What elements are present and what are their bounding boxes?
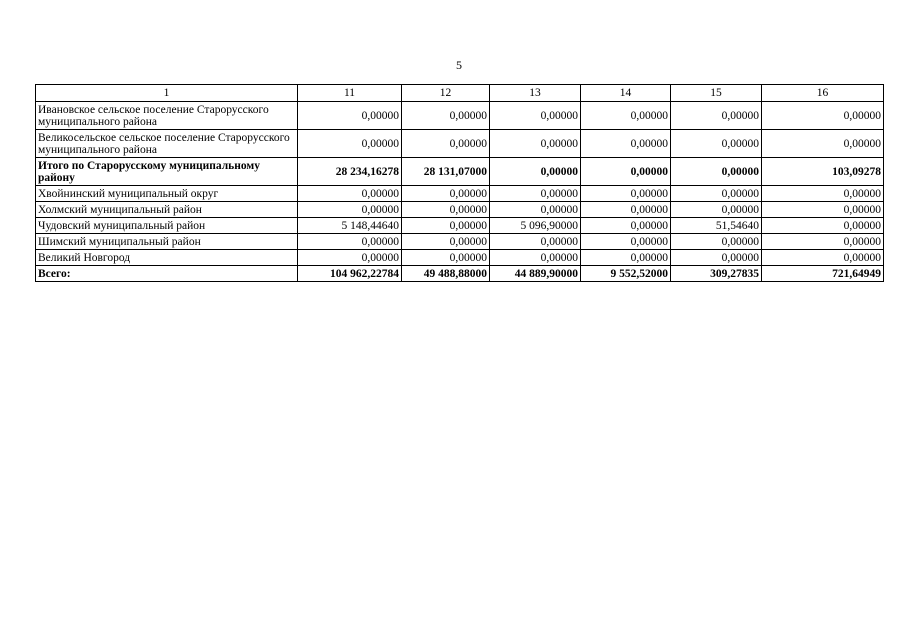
table-header-row: [36, 85, 884, 102]
value-cell: 0,00000: [490, 158, 581, 186]
column-header: 15: [671, 85, 762, 102]
value-cell: 0,00000: [490, 250, 581, 266]
row-name-cell: Великосельское сельское поселение Старорусского муниципального района: [36, 130, 298, 158]
table-row: [36, 250, 884, 266]
value-cell: 0,00000: [581, 250, 671, 266]
table-row: [36, 218, 884, 234]
value-cell: 0,00000: [490, 234, 581, 250]
value-cell: 0,00000: [581, 102, 671, 130]
value-cell: 44 889,90000: [490, 266, 581, 282]
value-cell: 721,64949: [762, 266, 884, 282]
column-header: 16: [762, 85, 884, 102]
value-cell: 0,00000: [581, 130, 671, 158]
column-header: 13: [490, 85, 581, 102]
value-cell: 0,00000: [671, 186, 762, 202]
value-cell: 0,00000: [402, 234, 490, 250]
value-cell: 5 148,44640: [298, 218, 402, 234]
value-cell: 0,00000: [402, 218, 490, 234]
row-name-cell: Чудовский муниципальный район: [36, 218, 298, 234]
table-row: [36, 102, 884, 130]
grand-total-row: [36, 266, 884, 282]
value-cell: 0,00000: [402, 250, 490, 266]
value-cell: 0,00000: [402, 130, 490, 158]
row-name-cell: Хвойнинский муниципальный округ: [36, 186, 298, 202]
value-cell: 0,00000: [762, 218, 884, 234]
subtotal-row: [36, 158, 884, 186]
value-cell: 5 096,90000: [490, 218, 581, 234]
row-name-cell: Холмский муниципальный район: [36, 202, 298, 218]
value-cell: 0,00000: [671, 130, 762, 158]
value-cell: 0,00000: [671, 102, 762, 130]
page-number: 5: [456, 58, 462, 72]
value-cell: 28 131,07000: [402, 158, 490, 186]
value-cell: 0,00000: [671, 202, 762, 218]
value-cell: 0,00000: [490, 102, 581, 130]
value-cell: 0,00000: [671, 158, 762, 186]
table-row: [36, 202, 884, 218]
value-cell: 28 234,16278: [298, 158, 402, 186]
table-row: [36, 130, 884, 158]
row-name-cell: Итого по Старорусскому муниципальному району: [36, 158, 298, 186]
value-cell: 0,00000: [402, 186, 490, 202]
column-header: 11: [298, 85, 402, 102]
table-row: [36, 234, 884, 250]
value-cell: 0,00000: [581, 158, 671, 186]
value-cell: 0,00000: [298, 250, 402, 266]
table-row: [36, 186, 884, 202]
value-cell: 309,27835: [671, 266, 762, 282]
value-cell: 0,00000: [762, 250, 884, 266]
value-cell: 0,00000: [402, 202, 490, 218]
value-cell: 0,00000: [671, 234, 762, 250]
value-cell: 0,00000: [298, 234, 402, 250]
value-cell: 104 962,22784: [298, 266, 402, 282]
value-cell: 0,00000: [762, 202, 884, 218]
value-cell: 0,00000: [581, 218, 671, 234]
value-cell: 0,00000: [581, 202, 671, 218]
row-name-cell: Великий Новгород: [36, 250, 298, 266]
value-cell: 103,09278: [762, 158, 884, 186]
value-cell: 0,00000: [762, 102, 884, 130]
value-cell: 49 488,88000: [402, 266, 490, 282]
value-cell: 0,00000: [298, 186, 402, 202]
value-cell: 9 552,52000: [581, 266, 671, 282]
value-cell: 0,00000: [762, 130, 884, 158]
column-header: 14: [581, 85, 671, 102]
row-name-cell: Шимский муниципальный район: [36, 234, 298, 250]
value-cell: 0,00000: [581, 186, 671, 202]
row-name-cell: Ивановское сельское поселение Старорусского муниципального района: [36, 102, 298, 130]
value-cell: 0,00000: [762, 186, 884, 202]
value-cell: 0,00000: [671, 250, 762, 266]
value-cell: 0,00000: [298, 130, 402, 158]
value-cell: 0,00000: [298, 202, 402, 218]
value-cell: 0,00000: [490, 130, 581, 158]
budget-table: [35, 84, 884, 282]
row-name-cell: Всего:: [36, 266, 298, 282]
value-cell: 51,54640: [671, 218, 762, 234]
column-header: 12: [402, 85, 490, 102]
value-cell: 0,00000: [298, 102, 402, 130]
value-cell: 0,00000: [490, 202, 581, 218]
value-cell: 0,00000: [762, 234, 884, 250]
value-cell: 0,00000: [402, 102, 490, 130]
value-cell: 0,00000: [581, 234, 671, 250]
column-header: 1: [36, 85, 298, 102]
value-cell: 0,00000: [490, 186, 581, 202]
